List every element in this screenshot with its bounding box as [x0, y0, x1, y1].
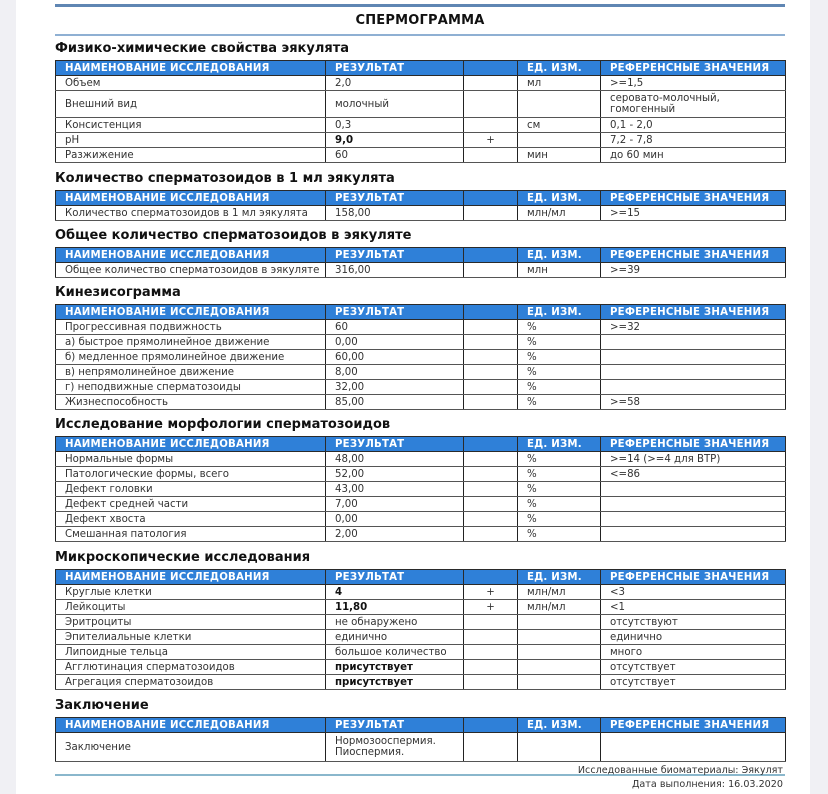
table-row — [56, 482, 786, 497]
table-row — [56, 395, 786, 410]
table-row — [56, 527, 786, 542]
col-result-header: РЕЗУЛЬТАТ — [326, 570, 464, 585]
cell-unit: % — [518, 452, 601, 467]
cell-reference: <=86 — [601, 467, 786, 482]
cell-name: Дефект головки — [56, 482, 326, 497]
cell-flag — [464, 615, 518, 630]
cell-reference — [601, 380, 786, 395]
col-name-header: НАИМЕНОВАНИЕ ИССЛЕДОВАНИЯ — [56, 61, 326, 76]
col-result-header: РЕЗУЛЬТАТ — [326, 718, 464, 733]
cell-reference: 7,2 - 7,8 — [601, 133, 786, 148]
section-morphology — [55, 416, 785, 542]
cell-unit: % — [518, 527, 601, 542]
cell-result: Нормозооспермия. Пиоспермия. — [326, 733, 464, 762]
section-title: Количество сперматозоидов в 1 мл эякулята — [55, 171, 395, 186]
cell-flag: + — [464, 600, 518, 615]
cell-name: Эпителиальные клетки — [56, 630, 326, 645]
table-row — [56, 133, 786, 148]
section-title: Заключение — [55, 698, 149, 713]
top-divider — [55, 4, 785, 7]
cell-unit: % — [518, 335, 601, 350]
biomaterial-note: Исследованные биоматериалы: Эякулят — [577, 765, 783, 776]
table-row — [56, 365, 786, 380]
cell-result: 60 — [326, 148, 464, 163]
cell-unit: мин — [518, 148, 601, 163]
cell-flag — [464, 512, 518, 527]
cell-result: 43,00 — [326, 482, 464, 497]
cell-reference: >=32 — [601, 320, 786, 335]
cell-name: pH — [56, 133, 326, 148]
table-row — [56, 585, 786, 600]
cell-name: Дефект средней части — [56, 497, 326, 512]
cell-reference — [601, 527, 786, 542]
section-title: Физико-химические свойства эякулята — [55, 41, 350, 56]
cell-reference — [601, 733, 786, 762]
table-header — [56, 248, 786, 263]
cell-reference: >=1,5 — [601, 76, 786, 91]
section-kinesiogram — [55, 284, 785, 410]
cell-result: 52,00 — [326, 467, 464, 482]
cell-name: Заключение — [56, 733, 326, 762]
section-title: Общее количество сперматозоидов в эякуляте — [55, 228, 412, 243]
col-reference-header: РЕФЕРЕНСНЫЕ ЗНАЧЕНИЯ — [601, 305, 786, 320]
table-row — [56, 467, 786, 482]
cell-reference: <3 — [601, 585, 786, 600]
cell-unit — [518, 645, 601, 660]
cell-result: присутствует — [326, 660, 464, 675]
cell-name: Лейкоциты — [56, 600, 326, 615]
col-name-header: НАИМЕНОВАНИЕ ИССЛЕДОВАНИЯ — [56, 248, 326, 263]
cell-name: Круглые клетки — [56, 585, 326, 600]
cell-reference: >=39 — [601, 263, 786, 278]
cell-reference: отсутствует — [601, 675, 786, 690]
table-header — [56, 437, 786, 452]
col-reference-header: РЕФЕРЕНСНЫЕ ЗНАЧЕНИЯ — [601, 437, 786, 452]
col-result-header: РЕЗУЛЬТАТ — [326, 437, 464, 452]
col-reference-header: РЕФЕРЕНСНЫЕ ЗНАЧЕНИЯ — [601, 61, 786, 76]
cell-name: Жизнеспособность — [56, 395, 326, 410]
col-flag-header — [464, 305, 518, 320]
cell-flag — [464, 733, 518, 762]
results-table — [55, 436, 786, 542]
col-reference-header: РЕФЕРЕНСНЫЕ ЗНАЧЕНИЯ — [601, 718, 786, 733]
results-table — [55, 190, 786, 221]
cell-result: не обнаружено — [326, 615, 464, 630]
cell-unit — [518, 660, 601, 675]
col-reference-header: РЕФЕРЕНСНЫЕ ЗНАЧЕНИЯ — [601, 248, 786, 263]
cell-reference: 0,1 - 2,0 — [601, 118, 786, 133]
cell-unit: % — [518, 395, 601, 410]
cell-flag — [464, 452, 518, 467]
cell-result: 60 — [326, 320, 464, 335]
cell-unit: мл — [518, 76, 601, 91]
cell-reference — [601, 512, 786, 527]
cell-unit: млн/мл — [518, 600, 601, 615]
results-table — [55, 304, 786, 410]
col-unit-header: ЕД. ИЗМ. — [518, 437, 601, 452]
cell-flag — [464, 263, 518, 278]
cell-flag — [464, 497, 518, 512]
cell-name: Разжижение — [56, 148, 326, 163]
cell-unit: млн/мл — [518, 206, 601, 221]
col-name-header: НАИМЕНОВАНИЕ ИССЛЕДОВАНИЯ — [56, 718, 326, 733]
cell-result: 4 — [326, 585, 464, 600]
cell-result: 0,3 — [326, 118, 464, 133]
table-row — [56, 335, 786, 350]
cell-result: 11,80 — [326, 600, 464, 615]
table-header — [56, 61, 786, 76]
cell-reference: >=14 (>=4 для ВТР) — [601, 452, 786, 467]
col-reference-header: РЕФЕРЕНСНЫЕ ЗНАЧЕНИЯ — [601, 191, 786, 206]
table-row — [56, 380, 786, 395]
col-name-header: НАИМЕНОВАНИЕ ИССЛЕДОВАНИЯ — [56, 570, 326, 585]
cell-unit: см — [518, 118, 601, 133]
col-result-header: РЕЗУЛЬТАТ — [326, 191, 464, 206]
cell-unit — [518, 91, 601, 118]
cell-flag — [464, 365, 518, 380]
table-row — [56, 148, 786, 163]
cell-name: Дефект хвоста — [56, 512, 326, 527]
cell-reference: серовато-молочный, гомогенный — [601, 91, 786, 118]
cell-unit — [518, 630, 601, 645]
cell-result: присутствует — [326, 675, 464, 690]
cell-unit: млн — [518, 263, 601, 278]
cell-flag — [464, 350, 518, 365]
cell-name: Агглютинация сперматозоидов — [56, 660, 326, 675]
cell-flag — [464, 482, 518, 497]
table-row — [56, 733, 786, 762]
cell-flag — [464, 675, 518, 690]
cell-result: 316,00 — [326, 263, 464, 278]
cell-reference: >=15 — [601, 206, 786, 221]
cell-reference: отсутствуют — [601, 615, 786, 630]
table-row — [56, 600, 786, 615]
cell-name: Внешний вид — [56, 91, 326, 118]
cell-flag — [464, 645, 518, 660]
cell-flag — [464, 206, 518, 221]
col-reference-header: РЕФЕРЕНСНЫЕ ЗНАЧЕНИЯ — [601, 570, 786, 585]
cell-reference: много — [601, 645, 786, 660]
section-title: Исследование морфологии сперматозоидов — [55, 417, 391, 432]
table-row — [56, 118, 786, 133]
table-row — [56, 91, 786, 118]
col-flag-header — [464, 191, 518, 206]
cell-flag: + — [464, 133, 518, 148]
cell-unit: % — [518, 482, 601, 497]
table-header — [56, 570, 786, 585]
cell-name: Агрегация сперматозоидов — [56, 675, 326, 690]
section-conclusion — [55, 697, 785, 762]
cell-result: 32,00 — [326, 380, 464, 395]
cell-flag — [464, 76, 518, 91]
cell-result: 2,00 — [326, 527, 464, 542]
table-row — [56, 263, 786, 278]
table-row — [56, 630, 786, 645]
title-divider — [55, 34, 785, 36]
cell-unit — [518, 733, 601, 762]
cell-flag — [464, 395, 518, 410]
page-title: СПЕРМОГРАММА — [355, 13, 485, 28]
cell-result: большое количество — [326, 645, 464, 660]
col-name-header: НАИМЕНОВАНИЕ ИССЛЕДОВАНИЯ — [56, 191, 326, 206]
cell-name: а) быстрое прямолинейное движение — [56, 335, 326, 350]
col-flag-header — [464, 570, 518, 585]
cell-reference — [601, 350, 786, 365]
table-row — [56, 615, 786, 630]
col-flag-header — [464, 61, 518, 76]
cell-unit — [518, 615, 601, 630]
cell-flag — [464, 380, 518, 395]
cell-flag — [464, 118, 518, 133]
cell-flag — [464, 660, 518, 675]
cell-reference — [601, 335, 786, 350]
cell-flag — [464, 320, 518, 335]
cell-name: Эритроциты — [56, 615, 326, 630]
cell-result: 85,00 — [326, 395, 464, 410]
cell-flag — [464, 467, 518, 482]
col-result-header: РЕЗУЛЬТАТ — [326, 61, 464, 76]
cell-flag: + — [464, 585, 518, 600]
cell-result: молочный — [326, 91, 464, 118]
table-row — [56, 320, 786, 335]
cell-unit: % — [518, 467, 601, 482]
col-unit-header: ЕД. ИЗМ. — [518, 191, 601, 206]
cell-name: в) непрямолинейное движение — [56, 365, 326, 380]
cell-result: 8,00 — [326, 365, 464, 380]
cell-result: 9,0 — [326, 133, 464, 148]
col-result-header: РЕЗУЛЬТАТ — [326, 305, 464, 320]
cell-name: Патологические формы, всего — [56, 467, 326, 482]
table-row — [56, 350, 786, 365]
cell-name: Общее количество сперматозоидов в эякуляте — [56, 263, 326, 278]
report-page — [16, 0, 810, 794]
cell-result: 158,00 — [326, 206, 464, 221]
cell-flag — [464, 148, 518, 163]
cell-reference: <1 — [601, 600, 786, 615]
cell-unit: млн/мл — [518, 585, 601, 600]
cell-result: 2,0 — [326, 76, 464, 91]
table-row — [56, 76, 786, 91]
cell-name: Объем — [56, 76, 326, 91]
cell-name: Количество сперматозоидов в 1 мл эякулята — [56, 206, 326, 221]
cell-result: 7,00 — [326, 497, 464, 512]
table-header — [56, 191, 786, 206]
cell-flag — [464, 630, 518, 645]
col-flag-header — [464, 437, 518, 452]
table-header — [56, 305, 786, 320]
cell-unit: % — [518, 512, 601, 527]
table-row — [56, 645, 786, 660]
col-flag-header — [464, 248, 518, 263]
cell-result: единично — [326, 630, 464, 645]
cell-reference — [601, 482, 786, 497]
cell-flag — [464, 335, 518, 350]
section-concentration — [55, 170, 785, 221]
section-microscopy — [55, 549, 785, 690]
section-title: Кинезисограмма — [55, 285, 181, 300]
col-name-header: НАИМЕНОВАНИЕ ИССЛЕДОВАНИЯ — [56, 437, 326, 452]
col-unit-header: ЕД. ИЗМ. — [518, 248, 601, 263]
cell-reference — [601, 497, 786, 512]
cell-unit: % — [518, 350, 601, 365]
cell-unit: % — [518, 380, 601, 395]
completion-date: Дата выполнения: 16.03.2020 — [631, 779, 783, 790]
section-total-count — [55, 227, 785, 278]
table-row — [56, 512, 786, 527]
col-unit-header: ЕД. ИЗМ. — [518, 61, 601, 76]
col-unit-header: ЕД. ИЗМ. — [518, 570, 601, 585]
table-row — [56, 660, 786, 675]
cell-name: Консистенция — [56, 118, 326, 133]
cell-unit — [518, 675, 601, 690]
cell-flag — [464, 91, 518, 118]
table-row — [56, 675, 786, 690]
col-unit-header: ЕД. ИЗМ. — [518, 718, 601, 733]
cell-unit: % — [518, 365, 601, 380]
cell-name: Нормальные формы — [56, 452, 326, 467]
col-name-header: НАИМЕНОВАНИЕ ИССЛЕДОВАНИЯ — [56, 305, 326, 320]
section-physico-chemical — [55, 40, 785, 163]
cell-reference: единично — [601, 630, 786, 645]
section-title: Микроскопические исследования — [55, 550, 311, 565]
table-header — [56, 718, 786, 733]
cell-reference: отсутствует — [601, 660, 786, 675]
results-table — [55, 717, 786, 762]
cell-result: 48,00 — [326, 452, 464, 467]
table-row — [56, 452, 786, 467]
results-table — [55, 569, 786, 690]
results-table — [55, 60, 786, 163]
cell-result: 60,00 — [326, 350, 464, 365]
cell-unit: % — [518, 497, 601, 512]
col-flag-header — [464, 718, 518, 733]
table-row — [56, 497, 786, 512]
cell-name: Липоидные тельца — [56, 645, 326, 660]
cell-flag — [464, 527, 518, 542]
col-result-header: РЕЗУЛЬТАТ — [326, 248, 464, 263]
cell-result: 0,00 — [326, 512, 464, 527]
cell-reference: до 60 мин — [601, 148, 786, 163]
cell-result: 0,00 — [326, 335, 464, 350]
cell-unit — [518, 133, 601, 148]
cell-name: Смешанная патология — [56, 527, 326, 542]
table-row — [56, 206, 786, 221]
cell-name: б) медленное прямолинейное движение — [56, 350, 326, 365]
cell-reference: >=58 — [601, 395, 786, 410]
results-table — [55, 247, 786, 278]
cell-name: г) неподвижные сперматозоиды — [56, 380, 326, 395]
cell-unit: % — [518, 320, 601, 335]
cell-name: Прогрессивная подвижность — [56, 320, 326, 335]
col-unit-header: ЕД. ИЗМ. — [518, 305, 601, 320]
cell-reference — [601, 365, 786, 380]
